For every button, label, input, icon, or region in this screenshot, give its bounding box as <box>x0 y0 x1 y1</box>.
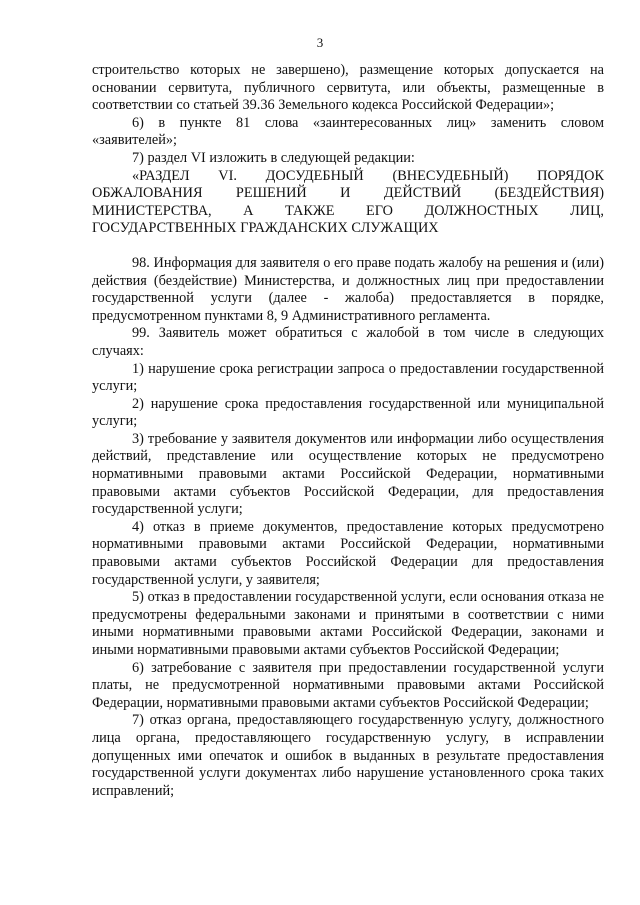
list-item-5: 5) отказ в предоставлении государственной услуги, если основания отказа не предусмотрены федеральными законами и принятыми в соответствии с ними иными нормативными правовыми актами Российской Федерации, законами и иными нормативными правовыми актами субъектов Российской Федерации; <box>92 589 604 658</box>
page-number: 3 <box>316 35 324 50</box>
paragraph-item-6: 6) в пункте 81 слова «заинтересованных лиц» заменить словом «заявителей»; <box>92 114 604 149</box>
paragraph-item-7: 7) раздел VI изложить в следующей редакции: <box>132 149 415 166</box>
paragraph-continuation: строительство которых не завершено), размещение которых допускается на основании сервитута, публичного сервитута, или объекты, размещенные в соответствии со статьей 39.36 Земельного кодекса Российской Федерации»; <box>92 62 604 114</box>
clause-98: 98. Информация для заявителя о его праве подать жалобу на решения и (или) действия (бездействие) Министерства, и должностных лиц при предоставлении государственной услуги (далее - жалоба) предоставляется в порядке, предусмотренном пунктами 8, 9 Административного регламента. <box>92 254 604 324</box>
list-item-2: 2) нарушение срока предоставления государственной или муниципальной услуги; <box>92 395 604 430</box>
document-body <box>92 62 604 800</box>
section-heading: «РАЗДЕЛ VI. ДОСУДЕБНЫЙ (ВНЕСУДЕБНЫЙ) ПОРЯДОК ОБЖАЛОВАНИЯ РЕШЕНИЙ И ДЕЙСТВИЙ (БЕЗДЕЙСТВИЯ) МИНИСТЕРСТВА, А ТАКЖЕ ЕГО ДОЛЖНОСТНЫХ ЛИЦ, ГОСУДАРСТВЕННЫХ ГРАЖДАНСКИХ СЛУЖАЩИХ <box>92 167 604 237</box>
list-item-3: 3) требование у заявителя документов или информации либо осуществления действий, представление или осуществление которых не предусмотрено нормативными правовыми актами Российской Федерации, нормативными правовыми актами субъектов Российской Федерации, для предоставления государственной услуги; <box>92 430 604 518</box>
list-item-4: 4) отказ в приеме документов, предоставление которых предусмотрено нормативными правовыми актами Российской Федерации, нормативными правовыми актами субъектов Российской Федерации для предоставления государственной услуги, у заявителя; <box>92 518 604 588</box>
list-item-6: 6) затребование с заявителя при предоставлении государственной услуги платы, не предусмотренной нормативными правовыми актами Российской Федерации, нормативными правовыми актами субъектов Российской Федерации; <box>92 659 604 711</box>
list-item-7: 7) отказ органа, предоставляющего государственную услугу, должностного лица органа, предоставляющего государственную услугу, в исправлении допущенных ими опечаток и ошибок в выданных в результате предоставления государственной услуги документах либо нарушение установленного срока таких исправлений; <box>92 712 604 799</box>
list-item-1: 1) нарушение срока регистрации запроса о предоставлении государственной услуги; <box>92 360 604 395</box>
spacer <box>92 238 604 255</box>
clause-99: 99. Заявитель может обратиться с жалобой в том числе в следующих случаях: <box>92 325 604 359</box>
